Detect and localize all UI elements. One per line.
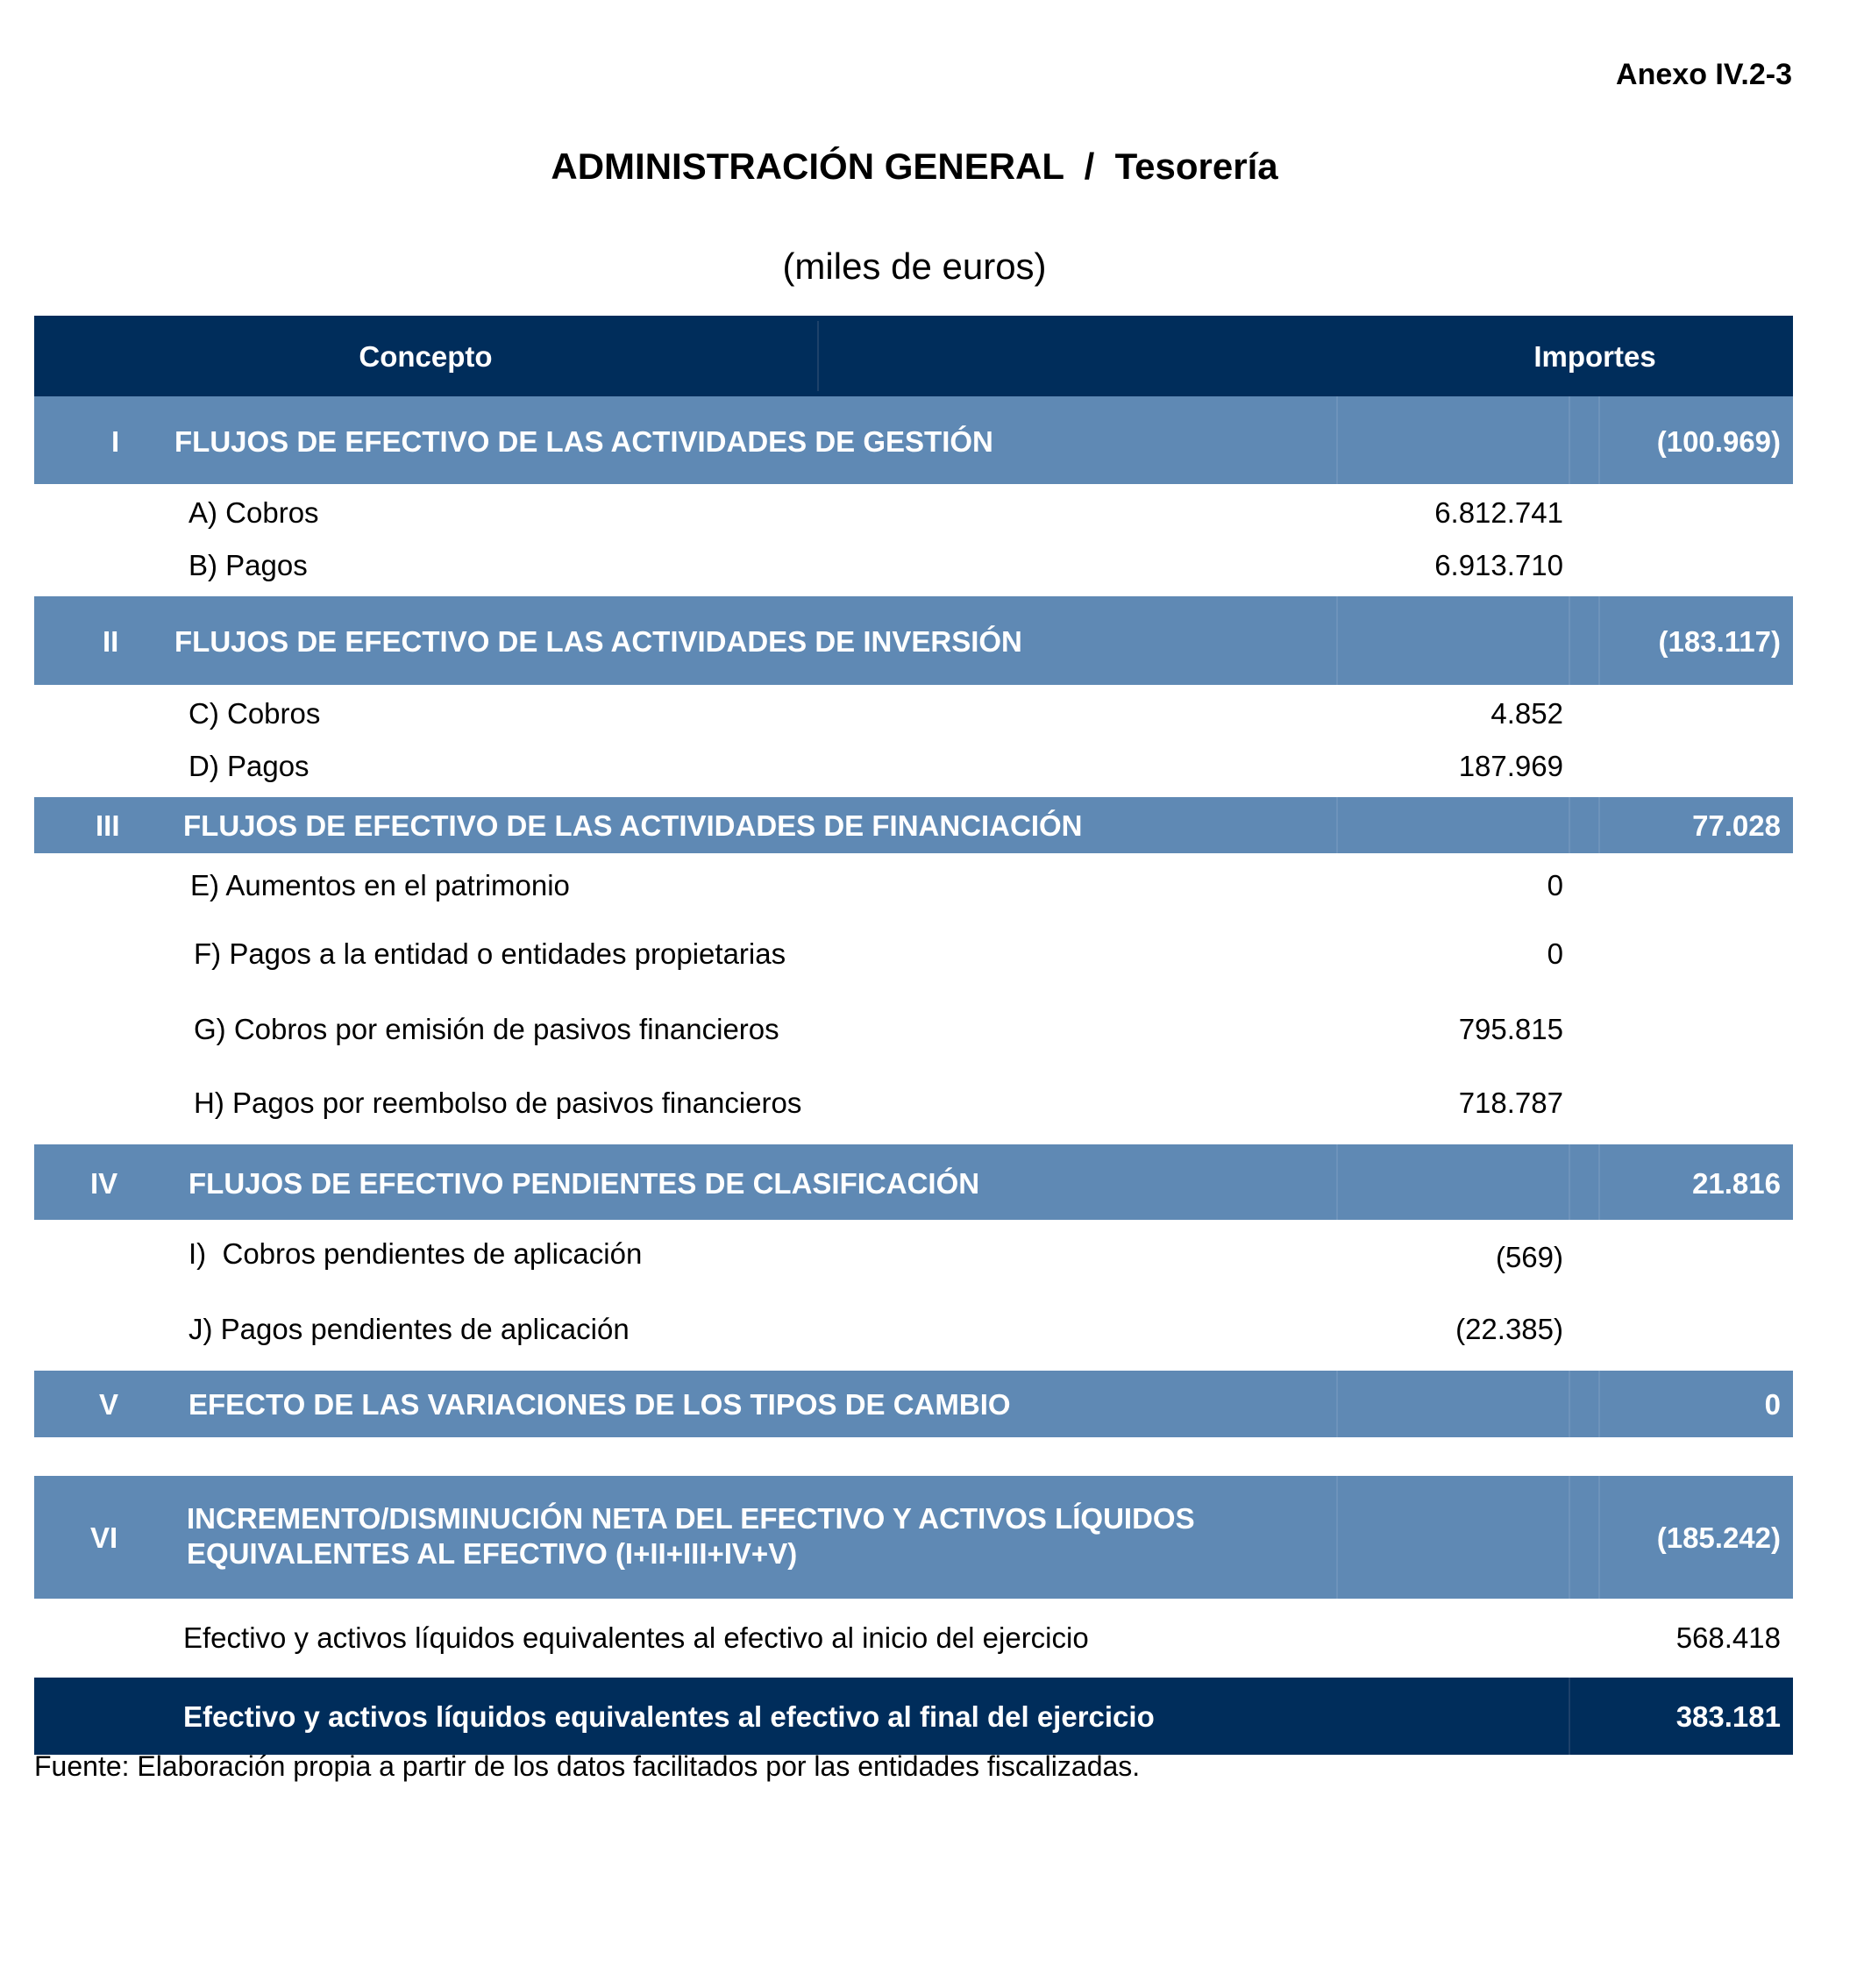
section-amount: 77.028: [1692, 809, 1781, 842]
cash-flow-table: [34, 316, 1793, 1755]
section-label-line-1: INCREMENTO/DISMINUCIÓN NETA DEL EFECTIVO Y ACTIVOS LÍQUIDOS: [187, 1502, 1195, 1535]
header-concept: Concepto: [359, 340, 493, 373]
item-row: [34, 922, 1793, 995]
section-row-vi: [34, 1476, 1793, 1599]
section-number: I: [111, 425, 120, 458]
opening-balance-row: [34, 1599, 1793, 1678]
item-amount: 187.969: [1458, 750, 1563, 782]
section-amount: (183.117): [1658, 625, 1781, 658]
item-row: [34, 1220, 1793, 1295]
item-label: J) Pagos pendientes de aplicación: [189, 1313, 630, 1345]
section-amount: 0: [1764, 1388, 1781, 1421]
item-amount: 0: [1547, 869, 1563, 901]
item-row: [34, 1295, 1793, 1371]
opening-balance-amount: 568.418: [1675, 1621, 1781, 1654]
section-amount: (185.242): [1656, 1521, 1781, 1554]
item-amount: (569): [1495, 1241, 1563, 1273]
source-note: Fuente: Elaboración propia a partir de los datos facilitados por las entidades fiscalizadas.: [34, 1750, 1141, 1782]
item-label: H) Pagos por reembolso de pasivos financieros: [194, 1087, 802, 1119]
item-amount: 795.815: [1458, 1013, 1563, 1045]
closing-balance-amount: 383.181: [1675, 1700, 1781, 1733]
closing-balance-label: Efectivo y activos líquidos equivalentes al efectivo al final del ejercicio: [183, 1700, 1155, 1733]
page-title: ADMINISTRACIÓN GENERAL / Tesorería: [551, 146, 1278, 187]
section-label-line-2: EQUIVALENTES AL EFECTIVO (I+II+III+IV+V): [187, 1537, 798, 1570]
section-number: V: [99, 1388, 119, 1421]
item-amount: 6.812.741: [1434, 496, 1563, 529]
opening-balance-label: Efectivo y activos líquidos equivalentes al efectivo al inicio del ejercicio: [183, 1621, 1089, 1654]
units-subtitle: (miles de euros): [782, 246, 1047, 287]
section-number: II: [103, 625, 119, 658]
section-row-iv: [34, 1144, 1793, 1220]
section-row-v: [34, 1371, 1793, 1437]
section-row-ii: [34, 596, 1793, 685]
section-number: VI: [90, 1521, 118, 1554]
section-label: EFECTO DE LAS VARIACIONES DE LOS TIPOS DE CAMBIO: [189, 1388, 1011, 1421]
item-label: I) Cobros pendientes de aplicación: [189, 1237, 643, 1270]
item-label: C) Cobros: [189, 697, 321, 730]
section-number: III: [96, 809, 120, 842]
table-header: [34, 316, 1793, 396]
item-row: [34, 685, 1793, 741]
closing-balance-row: [34, 1678, 1793, 1755]
item-label: G) Cobros por emisión de pasivos financieros: [194, 1013, 779, 1045]
item-row: [34, 484, 1793, 540]
section-label: FLUJOS DE EFECTIVO DE LAS ACTIVIDADES DE GESTIÓN: [174, 425, 993, 458]
item-amount: 0: [1547, 937, 1563, 970]
section-label: FLUJOS DE EFECTIVO DE LAS ACTIVIDADES DE FINANCIACIÓN: [183, 809, 1083, 842]
item-label: D) Pagos: [189, 750, 309, 782]
section-label: FLUJOS DE EFECTIVO PENDIENTES DE CLASIFICACIÓN: [189, 1167, 980, 1200]
item-row: [34, 995, 1793, 1069]
item-row: [34, 1069, 1793, 1144]
header-amounts: Importes: [1533, 340, 1656, 373]
section-amount: (100.969): [1656, 425, 1781, 458]
item-amount: (22.385): [1455, 1313, 1563, 1345]
section-amount: 21.816: [1692, 1167, 1781, 1200]
section-number: IV: [90, 1167, 118, 1200]
item-label: F) Pagos a la entidad o entidades propietarias: [194, 937, 786, 970]
section-row-i: [34, 396, 1793, 484]
item-amount: 4.852: [1490, 697, 1563, 730]
item-amount: 718.787: [1458, 1087, 1563, 1119]
item-row: [34, 741, 1793, 797]
annex-label: Anexo IV.2-3: [1616, 58, 1792, 91]
item-label: E) Aumentos en el patrimonio: [190, 869, 570, 901]
section-row-iii: [34, 797, 1793, 853]
item-label: B) Pagos: [189, 549, 308, 581]
item-row: [34, 540, 1793, 596]
item-row: [34, 853, 1793, 922]
item-label: A) Cobros: [189, 496, 319, 529]
item-amount: 6.913.710: [1434, 549, 1563, 581]
section-label: FLUJOS DE EFECTIVO DE LAS ACTIVIDADES DE INVERSIÓN: [174, 625, 1022, 658]
